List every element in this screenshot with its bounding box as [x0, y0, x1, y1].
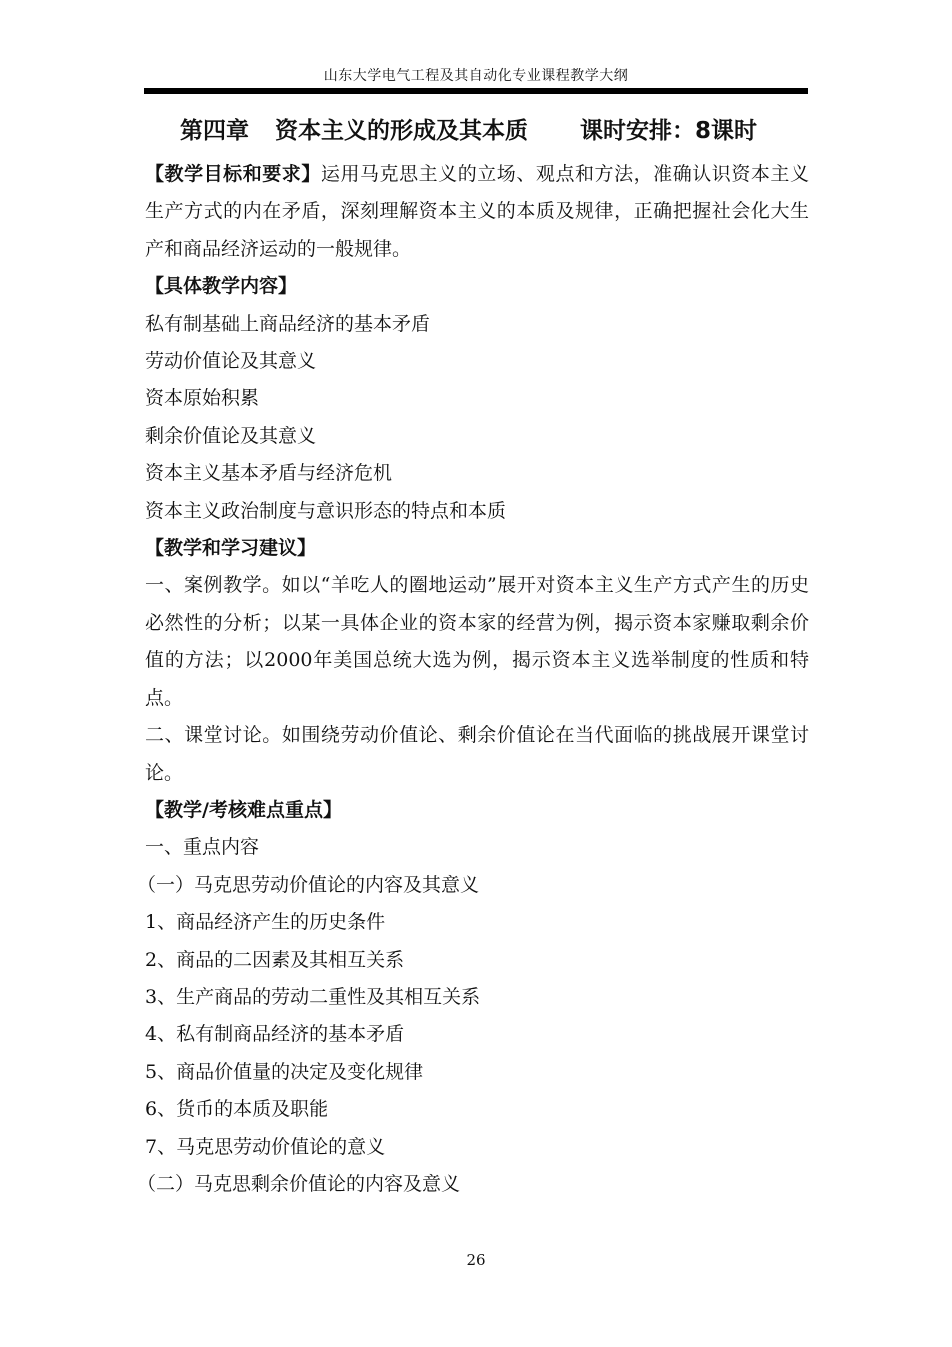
- key-point-item: 3、生产商品的劳动二重性及其相互关系: [145, 985, 481, 1008]
- page-number: 26: [466, 1251, 486, 1269]
- content-item: 劳动价值论及其意义: [145, 350, 317, 373]
- key-points-subheading: 一、重点内容: [145, 836, 260, 859]
- content-heading: 【具体教学内容】: [145, 275, 298, 298]
- key-point-item: 7、马克思劳动价值论的意义: [145, 1135, 386, 1158]
- content-item: 剩余价值论及其意义: [145, 424, 317, 447]
- content-item: 私有制基础上商品经济的基本矛盾: [145, 312, 431, 335]
- content-item: 资本主义政治制度与意识形态的特点和本质: [145, 499, 507, 522]
- header-rule: [144, 88, 808, 94]
- suggestion-paragraph: 一、案例教学。如以“羊吃人的圈地运动”展开对资本主义生产方式产生的历史必然性的分析；以某一具体企业的资本家的经营为例，揭示资本家赚取剩余价值的方法；以2000年美国总统大选为例，揭示资本主义选举制度的性质和特点。: [145, 574, 809, 709]
- key-points-heading: 【教学/考核难点重点】: [145, 798, 342, 821]
- suggestions-heading: 【教学和学习建议】: [145, 537, 317, 560]
- running-header: 山东大学电气工程及其自动化专业课程教学大纲: [323, 68, 629, 84]
- key-point-item: 5、商品价值量的决定及变化规律: [145, 1060, 424, 1083]
- key-point-item: 4、私有制商品经济的基本矛盾: [145, 1023, 405, 1046]
- content-item: 资本主义基本矛盾与经济危机: [145, 462, 393, 485]
- content-item: 资本原始积累: [145, 387, 260, 410]
- key-point-item: 2、商品的二因素及其相互关系: [145, 948, 405, 971]
- objectives-text: 运用马克思主义的立场、观点和方法，准确认识资本主义生产方式的内在矛盾，深刻理解资本主义的本质及规律，正确把握社会化大生产和商品经济运动的一般规律。: [145, 163, 809, 260]
- document-body: [137, 156, 809, 1203]
- chapter-name: 资本主义的形成及其本质: [275, 118, 528, 144]
- group1-title: （一）马克思劳动价值论的内容及其意义: [137, 873, 480, 896]
- objectives-paragraph: [145, 156, 809, 268]
- suggestion-paragraph: 二、课堂讨论。如围绕劳动价值论、剩余价值论在当代面临的挑战展开课堂讨论。: [145, 724, 809, 784]
- key-point-item: 1、商品经济产生的历史条件: [145, 911, 386, 934]
- chapter-number: 第四章: [180, 118, 249, 144]
- chapter-schedule: 课时安排：8课时: [580, 118, 758, 144]
- key-point-item: 6、货币的本质及职能: [145, 1098, 329, 1121]
- group2-title: （二）马克思剩余价值论的内容及意义: [137, 1172, 461, 1195]
- objectives-heading: 【教学目标和要求】: [145, 163, 321, 185]
- chapter-title: [180, 114, 757, 148]
